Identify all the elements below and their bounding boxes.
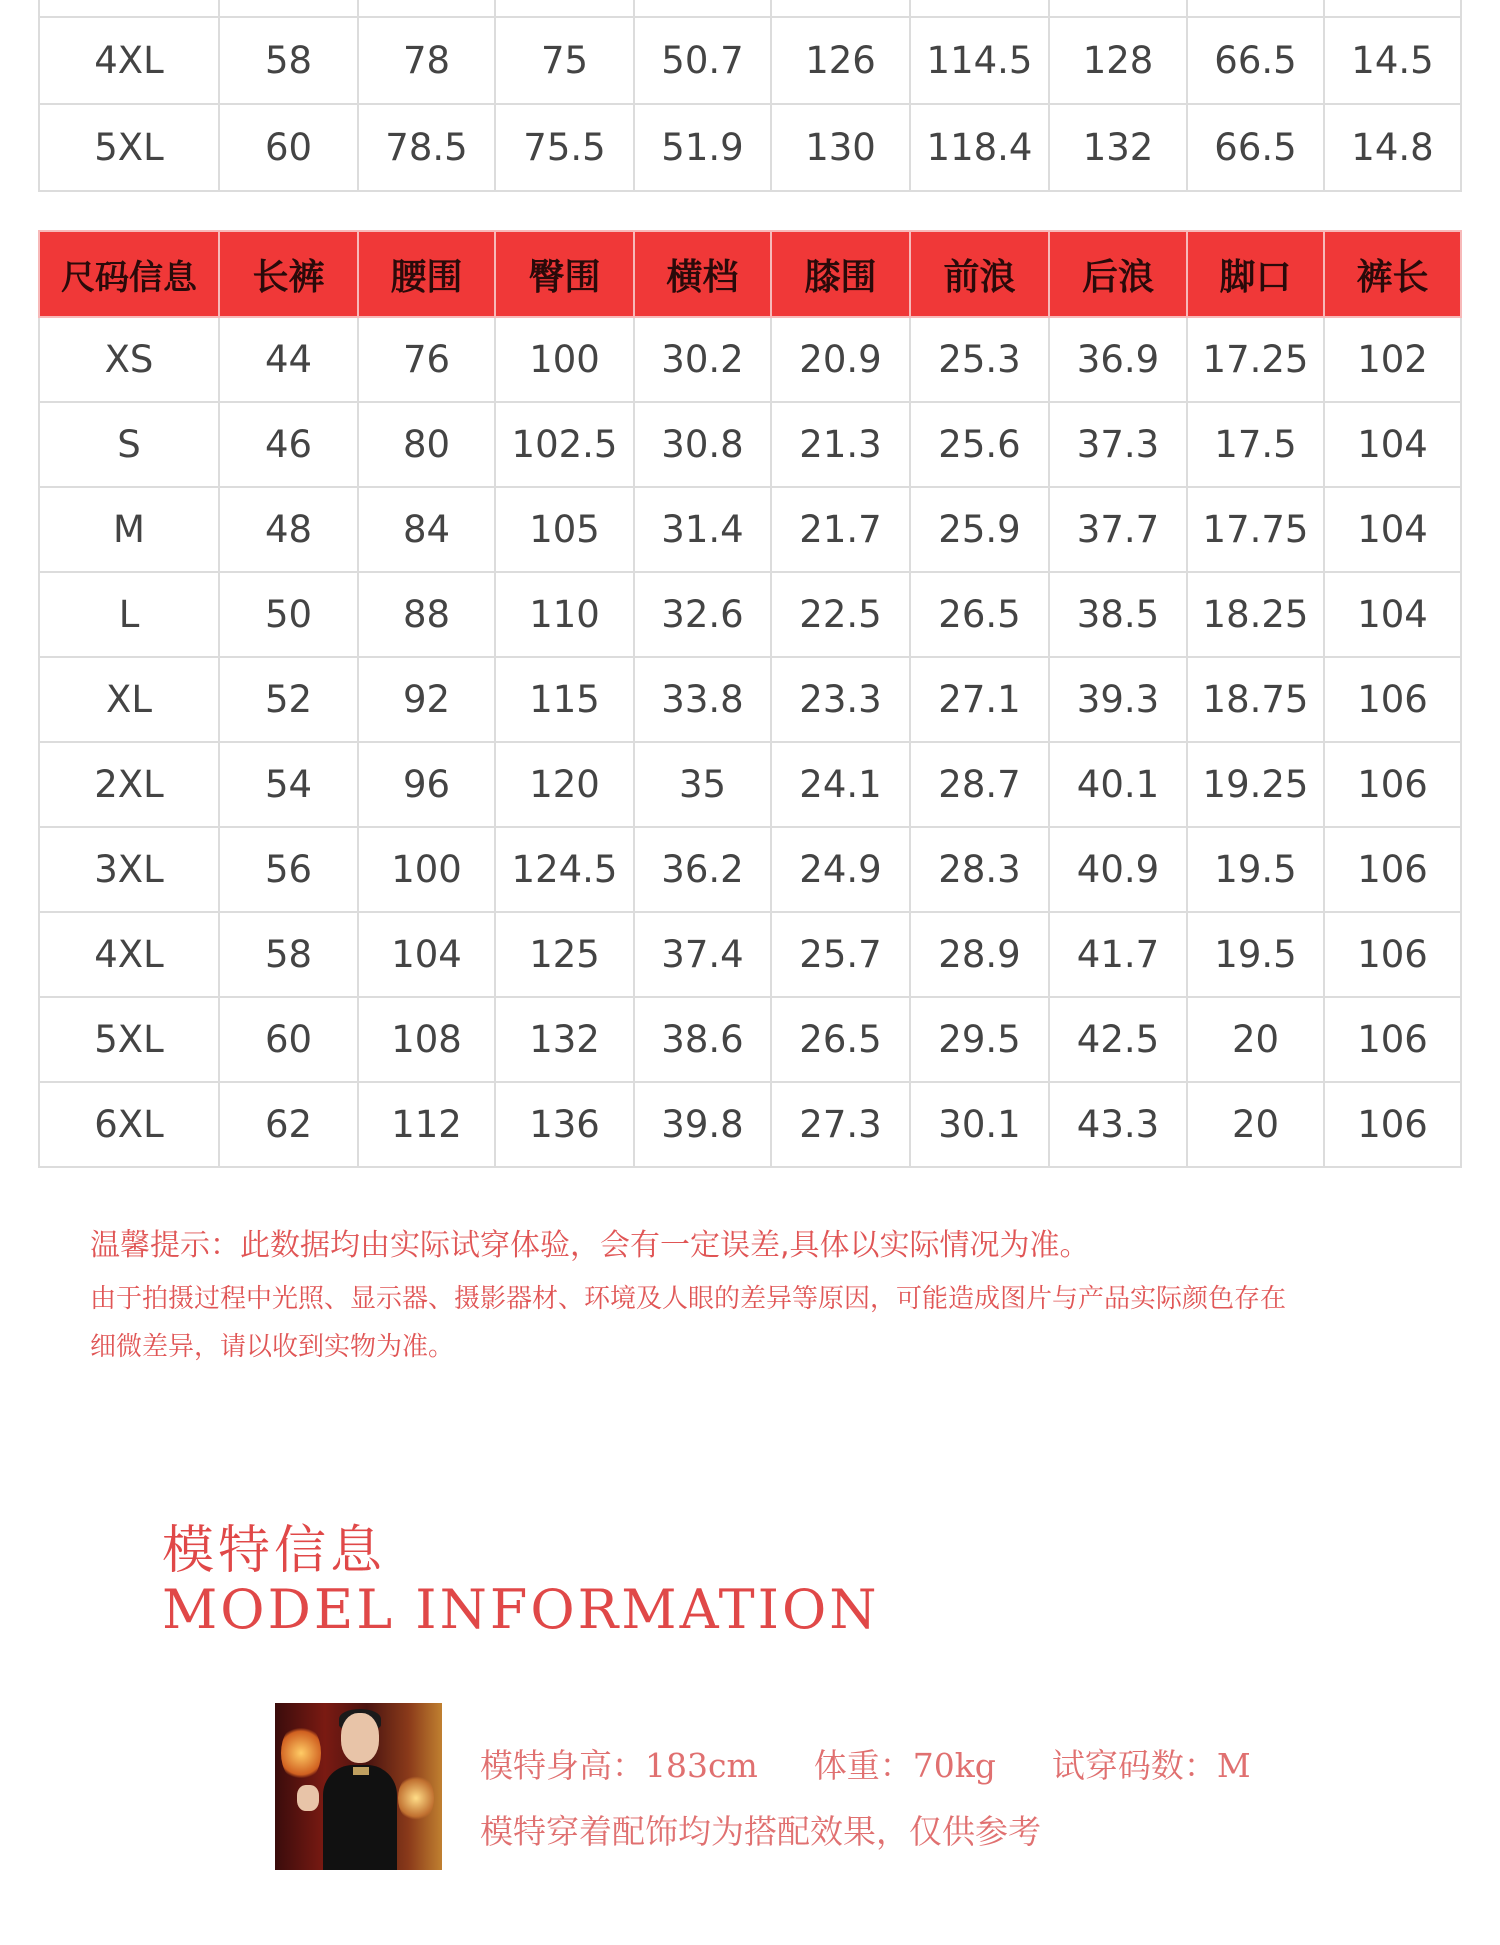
table-cell: 31.4: [634, 487, 771, 572]
table-cell: 14.5: [1324, 17, 1461, 104]
table-cell: 25.7: [771, 912, 910, 997]
model-head: [341, 1713, 379, 1763]
table-cell: 39.8: [634, 1082, 771, 1167]
size-label-cell: 5XL: [39, 997, 219, 1082]
table-cell: 80: [358, 402, 495, 487]
lantern-icon: [398, 1773, 434, 1823]
table-cell: 21.7: [771, 487, 910, 572]
table-cell: 92: [358, 657, 495, 742]
header-cell: 后浪: [1049, 231, 1187, 317]
size-label-cell: 4XL: [39, 17, 219, 104]
table-cell: 75.5: [495, 104, 634, 191]
table-row: [39, 402, 1461, 487]
table-cell: 136: [495, 1082, 634, 1167]
table-cell: 23.3: [771, 657, 910, 742]
table-cell: 106: [1324, 1082, 1461, 1167]
table-cell: 28.9: [910, 912, 1049, 997]
table-row: [39, 912, 1461, 997]
table-cell: 29.5: [910, 997, 1049, 1082]
table-cell: 112: [358, 1082, 495, 1167]
notice-line-1: 温馨提示：此数据均由实际试穿体验，会有一定误差,具体以实际情况为准。: [90, 1228, 1090, 1263]
table-cell: 26.5: [910, 572, 1049, 657]
table-cell: 62: [219, 1082, 358, 1167]
table-cell: 50: [219, 572, 358, 657]
table-cell: 125: [495, 912, 634, 997]
header-cell: 裤长: [1324, 231, 1461, 317]
table-row: [39, 487, 1461, 572]
header-cell: 臀围: [495, 231, 634, 317]
table-cell: 104: [1324, 402, 1461, 487]
table-cell: 58: [219, 17, 358, 104]
table-cell: 39.3: [1049, 657, 1187, 742]
table-cell: 54: [219, 742, 358, 827]
table-cell: 24.9: [771, 827, 910, 912]
size-label-cell: 2XL: [39, 742, 219, 827]
model-hand: [297, 1785, 319, 1811]
table-cell: 19.5: [1187, 912, 1324, 997]
header-cell: 长裤: [219, 231, 358, 317]
table-cell: 20: [1187, 997, 1324, 1082]
size-label-cell: 3XL: [39, 827, 219, 912]
table-cell: 46: [219, 402, 358, 487]
table-cell: 21.3: [771, 402, 910, 487]
table-cell: 96: [358, 742, 495, 827]
table-cell: 22.5: [771, 572, 910, 657]
table-cell: 118.4: [910, 104, 1049, 191]
table-cell: 24.1: [771, 742, 910, 827]
model-title-chinese: 模特信息: [162, 1521, 387, 1581]
bow-tie-icon: [353, 1767, 369, 1775]
table-cell: 43.3: [1049, 1082, 1187, 1167]
table-cell: 36.2: [634, 827, 771, 912]
table-row: [39, 997, 1461, 1082]
table-cell: [495, 0, 634, 17]
table-cell: 40.9: [1049, 827, 1187, 912]
table-cell: 26.5: [771, 997, 910, 1082]
table-cell: 37.3: [1049, 402, 1187, 487]
table-cell: 110: [495, 572, 634, 657]
table-cell: 14.8: [1324, 104, 1461, 191]
model-title-english: MODEL INFORMATION: [162, 1578, 880, 1641]
table-cell: 58: [219, 912, 358, 997]
table-cell: 88: [358, 572, 495, 657]
table-cell: 18.25: [1187, 572, 1324, 657]
table-cell: 35: [634, 742, 771, 827]
table-cell: 130: [771, 104, 910, 191]
notice-line-2: 由于拍摄过程中光照、显示器、摄影器材、环境及人眼的差异等原因，可能造成图片与产品实际颜色存在: [90, 1284, 1287, 1314]
table-cell: 60: [219, 104, 358, 191]
table-cell: 132: [1049, 104, 1187, 191]
table-cell: 17.25: [1187, 317, 1324, 402]
table-cell: 102.5: [495, 402, 634, 487]
size-label-cell: S: [39, 402, 219, 487]
table-cell: 30.2: [634, 317, 771, 402]
model-photo: [275, 1703, 442, 1870]
table-cell: 19.5: [1187, 827, 1324, 912]
table-cell: 78.5: [358, 104, 495, 191]
table-cell: 66.5: [1187, 104, 1324, 191]
size-label-cell: XL: [39, 657, 219, 742]
table-cell: [219, 0, 358, 17]
table-cell: 60: [219, 997, 358, 1082]
table-cell: 42.5: [1049, 997, 1187, 1082]
model-stats: [480, 1740, 1251, 1787]
table-cell: 100: [358, 827, 495, 912]
header-cell: 膝围: [771, 231, 910, 317]
model-size: 试穿码数：M: [1051, 1746, 1251, 1785]
table-cell: 56: [219, 827, 358, 912]
table-cell: 106: [1324, 912, 1461, 997]
header-cell: 尺码信息: [39, 231, 219, 317]
model-height: 模特身高：183cm: [480, 1746, 758, 1785]
table-row: [39, 657, 1461, 742]
table-cell: 115: [495, 657, 634, 742]
table-cell: 37.4: [634, 912, 771, 997]
table-cell: 48: [219, 487, 358, 572]
table-cell: [910, 0, 1049, 17]
table-cell: 38.6: [634, 997, 771, 1082]
table-cell: 20: [1187, 1082, 1324, 1167]
lantern-icon: [281, 1723, 321, 1783]
table-cell: 106: [1324, 997, 1461, 1082]
table-cell: 75: [495, 17, 634, 104]
table-cell: 30.8: [634, 402, 771, 487]
table-cell: 104: [358, 912, 495, 997]
table-cell: 27.1: [910, 657, 1049, 742]
table-cell: 28.3: [910, 827, 1049, 912]
top-size-table: [38, 0, 1462, 192]
table-cell: 126: [771, 17, 910, 104]
table-header-row: [39, 231, 1461, 317]
table-cell: 76: [358, 317, 495, 402]
table-cell: 25.6: [910, 402, 1049, 487]
table-row: [39, 104, 1461, 191]
model-weight: 体重：70kg: [813, 1746, 996, 1785]
table-cell: 124.5: [495, 827, 634, 912]
table-cell: 102: [1324, 317, 1461, 402]
table-cell: 106: [1324, 657, 1461, 742]
table-row: [39, 827, 1461, 912]
table-cell: 128: [1049, 17, 1187, 104]
table-cell: 17.75: [1187, 487, 1324, 572]
table-cell: 30.1: [910, 1082, 1049, 1167]
table-cell: 37.7: [1049, 487, 1187, 572]
table-cell: 78: [358, 17, 495, 104]
table-cell: 19.25: [1187, 742, 1324, 827]
size-label-cell: 6XL: [39, 1082, 219, 1167]
notice-line-3: 细微差异，请以收到实物为准。: [90, 1332, 455, 1362]
table-cell: 114.5: [910, 17, 1049, 104]
table-cell: 106: [1324, 827, 1461, 912]
model-note: 模特穿着配饰均为搭配效果，仅供参考: [480, 1812, 1041, 1851]
table-cell: 105: [495, 487, 634, 572]
table-cell: [1187, 0, 1324, 17]
table-cell: 18.75: [1187, 657, 1324, 742]
table-cell: [1049, 0, 1187, 17]
pants-size-table: [38, 230, 1462, 1168]
table-cell: [1324, 0, 1461, 17]
size-label-cell: 4XL: [39, 912, 219, 997]
table-row: [39, 1082, 1461, 1167]
table-cell: 27.3: [771, 1082, 910, 1167]
table-cell: 100: [495, 317, 634, 402]
table-cell: 120: [495, 742, 634, 827]
table-cell: [358, 0, 495, 17]
table-cell: 104: [1324, 572, 1461, 657]
table-cell: 25.9: [910, 487, 1049, 572]
table-cell: 36.9: [1049, 317, 1187, 402]
size-label-cell: M: [39, 487, 219, 572]
table-cell: 44: [219, 317, 358, 402]
header-cell: 横档: [634, 231, 771, 317]
size-label-cell: XS: [39, 317, 219, 402]
table-cell: 106: [1324, 742, 1461, 827]
table-cell: 50.7: [634, 17, 771, 104]
table-cell: 17.5: [1187, 402, 1324, 487]
table-cell: 66.5: [1187, 17, 1324, 104]
table-row: [39, 0, 1461, 17]
table-row: [39, 317, 1461, 402]
model-figure: [323, 1765, 397, 1870]
table-cell: 84: [358, 487, 495, 572]
table-cell: 104: [1324, 487, 1461, 572]
table-cell: 25.3: [910, 317, 1049, 402]
table-cell: 28.7: [910, 742, 1049, 827]
table-cell: 52: [219, 657, 358, 742]
size-label-cell: 5XL: [39, 104, 219, 191]
header-cell: 脚口: [1187, 231, 1324, 317]
header-cell: 腰围: [358, 231, 495, 317]
table-row: [39, 572, 1461, 657]
table-cell: 51.9: [634, 104, 771, 191]
header-cell: 前浪: [910, 231, 1049, 317]
table-cell: 38.5: [1049, 572, 1187, 657]
table-cell: 108: [358, 997, 495, 1082]
table-cell: [771, 0, 910, 17]
table-cell: 20.9: [771, 317, 910, 402]
table-cell: 40.1: [1049, 742, 1187, 827]
table-cell: 41.7: [1049, 912, 1187, 997]
table-cell: [634, 0, 771, 17]
size-label-cell: L: [39, 572, 219, 657]
table-cell: 33.8: [634, 657, 771, 742]
size-label-cell: [39, 0, 219, 17]
table-row: [39, 17, 1461, 104]
table-cell: 32.6: [634, 572, 771, 657]
table-row: [39, 742, 1461, 827]
table-cell: 132: [495, 997, 634, 1082]
